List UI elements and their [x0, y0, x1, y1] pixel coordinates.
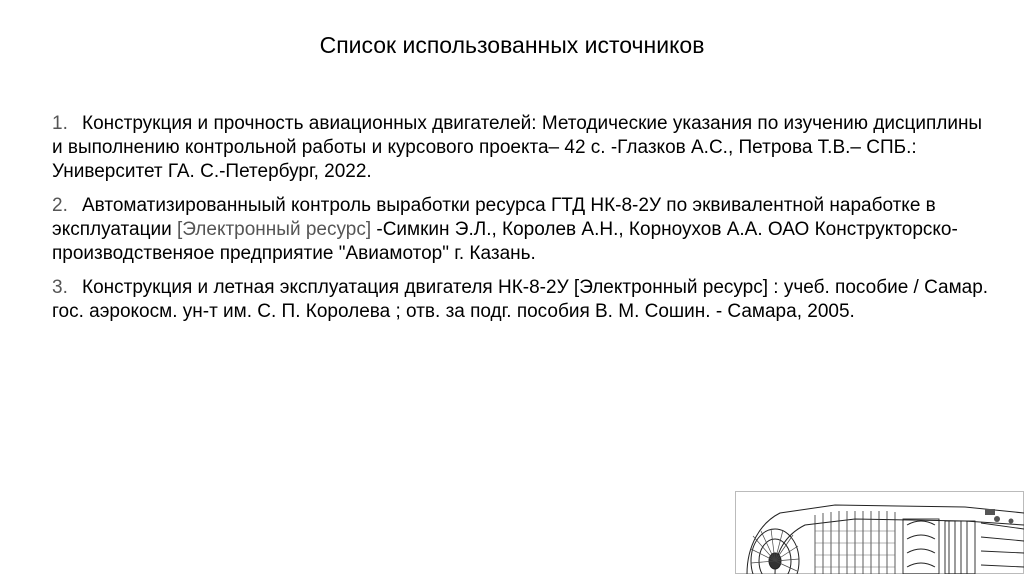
turbofan-engine-drawing-icon — [735, 491, 1024, 574]
reference-item — [52, 194, 992, 266]
reference-item — [52, 276, 992, 324]
reference-item — [52, 112, 992, 184]
reference-text: Автоматизированныый контроль выработки ресурса ГТД НК-8-2У по эквивалентной наработке в эксплуатации — [52, 195, 936, 240]
reference-number: 1. — [52, 113, 68, 134]
reference-number: 2. — [52, 195, 68, 216]
reference-list — [52, 112, 992, 334]
reference-text-continued: -Симкин Э.Л., Королев А.Н., Корноухов А.А. ОАО Конструкторско-производственяое предприятие "Авиамотор" г. Казань. — [52, 219, 958, 264]
engine-illustration — [735, 491, 1024, 574]
reference-number: 3. — [52, 277, 68, 298]
reference-text: Конструкция и прочность авиационных двигателей: Методические указания по изучению дисциплины и выполнению контрольной работы и курсового проекта– 42 с. -Глазков А.С., Петрова Т.В.– СПБ.: Университет ГА. С.-Петербург, 2022. — [52, 113, 983, 182]
page-title: Список использованных источников — [319, 32, 705, 58]
reference-resource-tag: [Электронный ресурс] — [176, 219, 372, 240]
reference-text: Конструкция и летная эксплуатация двигателя НК-8-2У [Электронный ресурс] : учеб. пособие / Самар. гос. аэрокосм. ун-т им. С. П. Королева ; отв. за подг. пособия В. М. Сошин. - Самара, 2005. — [52, 277, 989, 322]
